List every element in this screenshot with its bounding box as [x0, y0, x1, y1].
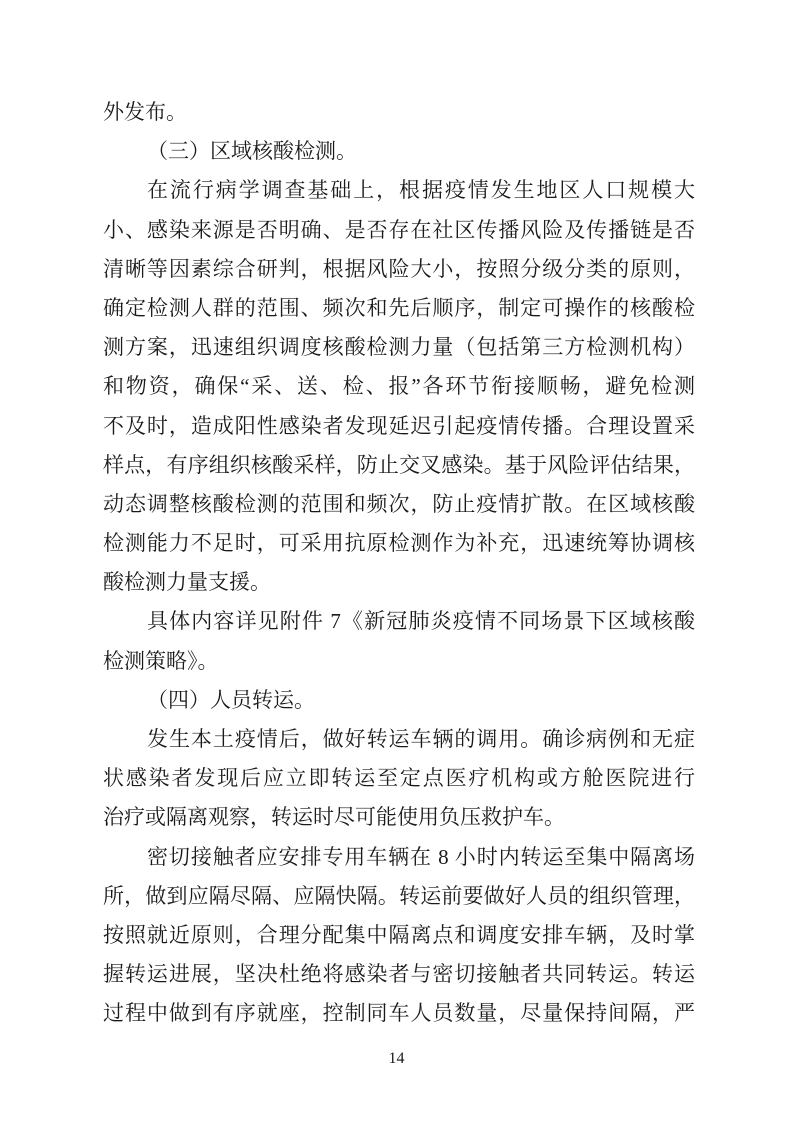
text-line: 酸检测力量支援。 [103, 570, 271, 595]
text-line: 小、感染来源是否明确、是否存在社区传播风险及传播链是否 [103, 217, 695, 242]
text-line: 状感染者发现后应立即转运至定点医疗机构或方舱医院进行 [103, 766, 695, 791]
text-line: 所，做到应隔尽隔、应隔快隔。转运前要做好人员的组织管理， [103, 883, 695, 908]
text-line: 过程中做到有序就座，控制同车人员数量，尽量保持间隔，严 [103, 1001, 695, 1026]
text-line: 治疗或隔离观察，转运时尽可能使用负压救护车。 [103, 805, 565, 830]
section-heading-4: （四）人员转运。 [147, 687, 315, 712]
text-line: 清晰等因素综合研判，根据风险大小，按照分级分类的原则， [103, 256, 695, 281]
text-line: 样点，有序组织核酸采样，防止交叉感染。基于风险评估结果， [103, 452, 695, 477]
attachment-reference-line: 检测策略》。 [103, 648, 219, 673]
text-line: 动态调整核酸检测的范围和频次，防止疫情扩散。在区域核酸 [103, 491, 695, 516]
text-line: 发生本土疫情后，做好转运车辆的调用。确诊病例和无症 [147, 727, 695, 751]
text-line: 在流行病学调查基础上，根据疫情发生地区人口规模大 [147, 178, 695, 203]
text-line: 密切接触者应安排专用车辆在 8 小时内转运至集中隔离场 [147, 844, 695, 869]
section-heading-3: （三）区域核酸检测。 [147, 139, 357, 164]
text-line: 检测能力不足时，可采用抗原检测作为补充，迅速统筹协调核 [103, 531, 695, 556]
text-line: 确定检测人群的范围、频次和先后顺序，制定可操作的核酸检 [103, 295, 695, 320]
text-line: 和物资，确保“采、送、检、报”各环节衔接顺畅，避免检测 [103, 374, 695, 399]
text-line: 不及时，造成阳性感染者发现延迟引起疫情传播。合理设置采 [103, 413, 695, 438]
document-body [103, 93, 695, 1034]
text-line: 按照就近原则，合理分配集中隔离点和调度安排车辆，及时掌 [103, 922, 695, 947]
text-line: 握转运进展，坚决杜绝将感染者与密切接触者共同转运。转运 [103, 962, 695, 987]
page-number: 14 [388, 1050, 405, 1067]
text-line: 测方案，迅速组织调度核酸检测力量（包括第三方检测机构） [103, 335, 695, 360]
paragraph-continuation-line: 外发布。 [103, 100, 187, 124]
attachment-reference-line: 具体内容详见附件 7《新冠肺炎疫情不同场景下区域核酸 [147, 609, 695, 634]
